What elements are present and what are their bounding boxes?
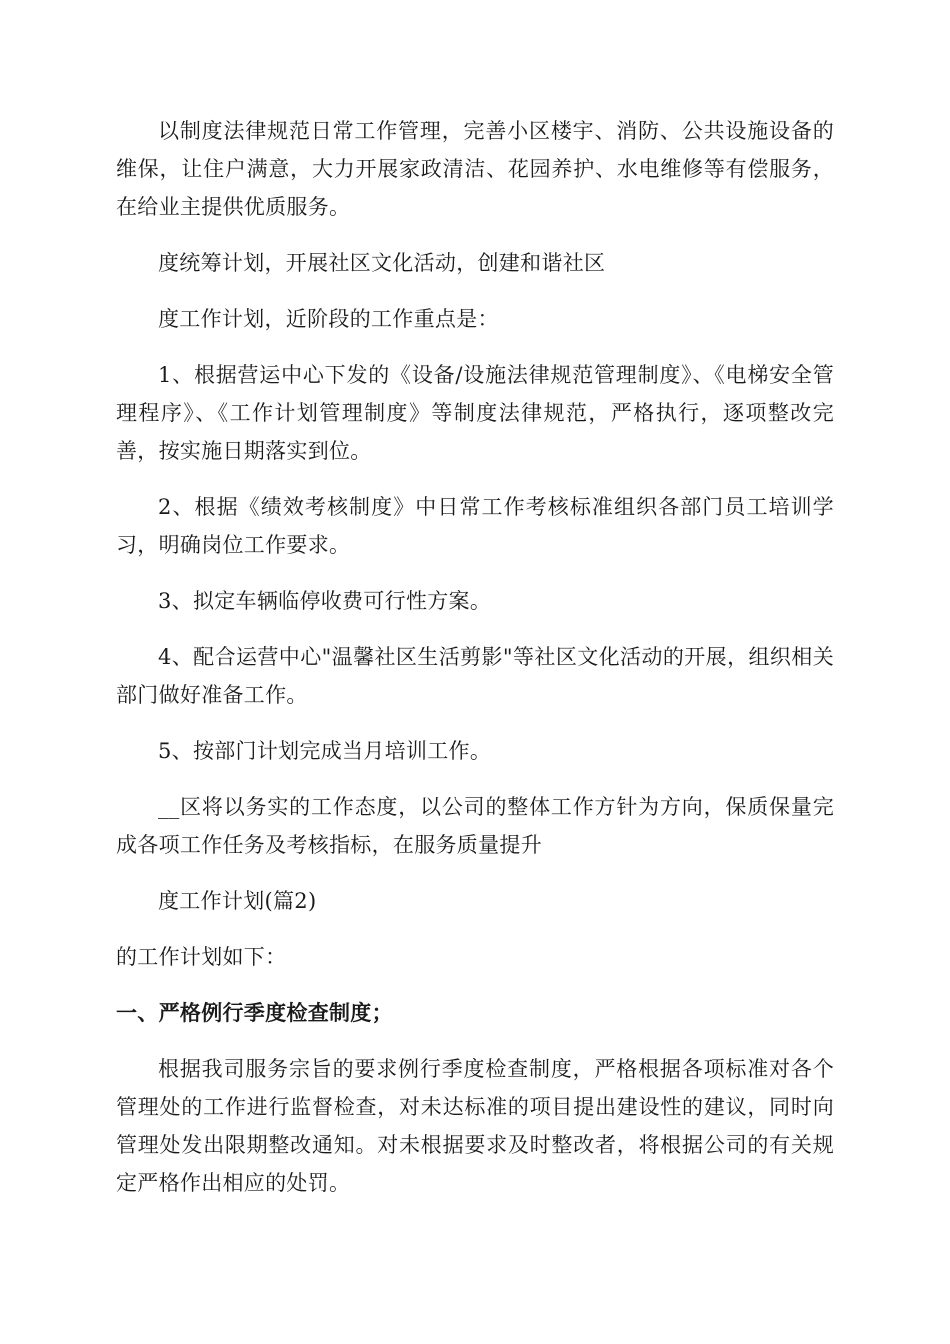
paragraph-intro: 的工作计划如下： xyxy=(116,945,287,969)
paragraph-3: 度工作计划，近阶段的工作重点是： xyxy=(158,307,499,331)
list-item-2: 2、根据《绩效考核制度》中日常工作考核标准组织各部门员工培训学习，明确岗位工作要求。 xyxy=(116,495,834,557)
paragraph-2: 度统筹计划，开展社区文化活动，创建和谐社区 xyxy=(158,251,606,275)
list-item-5: 5、按部门计划完成当月培训工作。 xyxy=(158,739,492,763)
paragraph-inspection: 根据我司服务宗旨的要求例行季度检查制度，严格根据各项标准对各个管理处的工作进行监督检查，对未达标准的项目提出建设性的建议，同时向管理处发出限期整改通知。对未根据要求及时整改者，将根据公司的有关规定严格作出相应的处罚。 xyxy=(116,1057,834,1195)
list-item-1: 1、根据营运中心下发的《设备/设施法律规范管理制度》、《电梯安全管理程序》、《工作计划管理制度》等制度法律规范，严格执行，逐项整改完善，按实施日期落实到位。 xyxy=(116,363,834,463)
paragraph-summary: __区将以务实的工作态度，以公司的整体工作方针为方向，保质保量完成各项工作任务及考核指标，在服务质量提升 xyxy=(116,795,834,857)
section-title-part2: 度工作计划(篇2) xyxy=(158,889,317,913)
list-item-3: 3、拟定车辆临停收费可行性方案。 xyxy=(158,589,492,613)
list-item-4: 4、配合运营中心"温馨社区生活剪影"等社区文化活动的开展，组织相关部门做好准备工作。 xyxy=(116,645,834,707)
section-heading: 一、严格例行季度检查制度； xyxy=(116,1001,393,1025)
document-body xyxy=(116,112,834,1220)
paragraph-1: 以制度法律规范日常工作管理，完善小区楼宇、消防、公共设施设备的维保，让住户满意，大力开展家政清洁、花园养护、水电维修等有偿服务，在给业主提供优质服务。 xyxy=(116,119,834,219)
